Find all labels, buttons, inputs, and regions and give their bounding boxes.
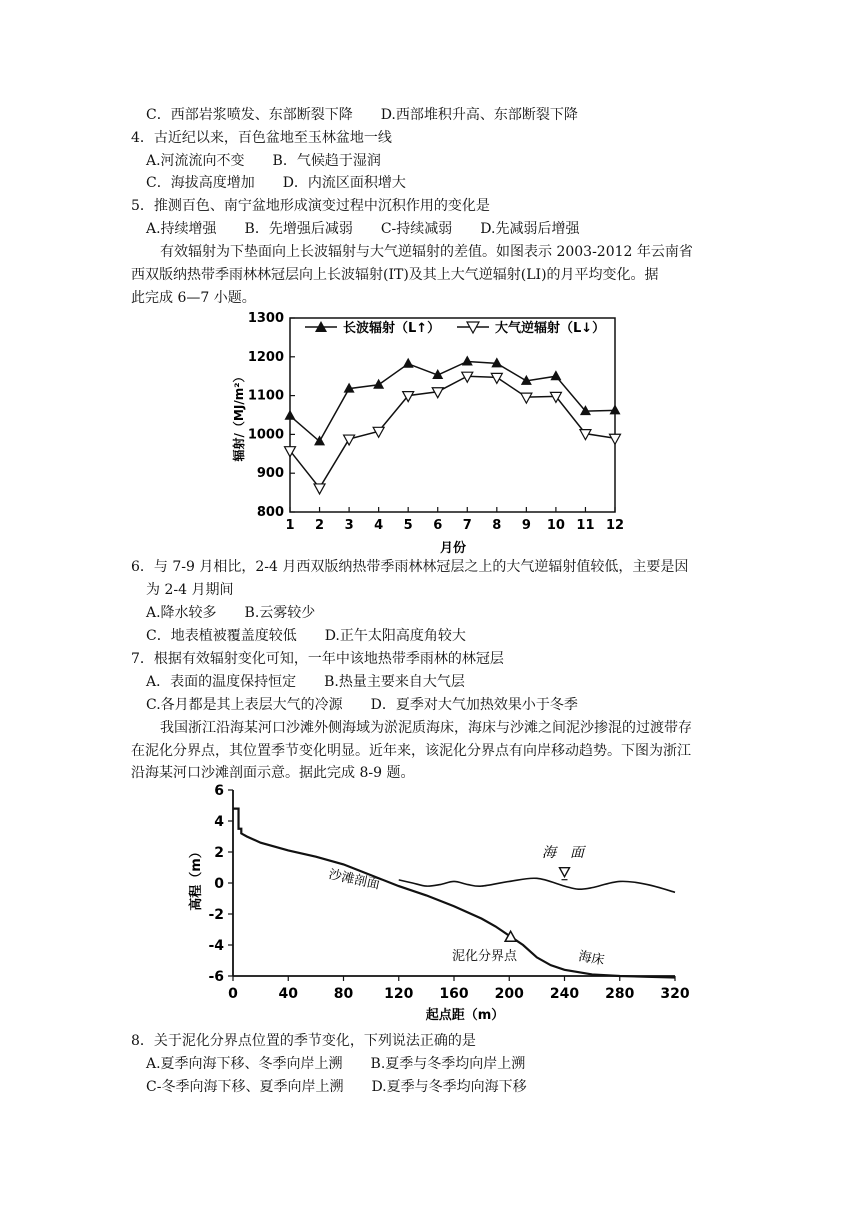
sea-surface-label: 海 面 [542, 845, 584, 861]
chart1-y-tick-label: 800 [256, 505, 284, 520]
chart1-x-tick-label: 1 [285, 518, 295, 533]
q6-options-ab: A.降水较多 B.云雾较少 [146, 605, 316, 621]
q7-stem: 7．根据有效辐射变化可知，一年中该地热带季雨林的林冠层 [131, 651, 504, 667]
chart2-x-tick-label: 240 [549, 986, 580, 1002]
chart1-x-tick-label: 2 [315, 518, 325, 533]
chart1-x-tick-label: 10 [546, 518, 565, 533]
chart1-x-tick-label: 8 [492, 518, 502, 533]
counter-radiation-point [491, 373, 502, 383]
legend-longwave: 长波辐射（L↑） [343, 321, 441, 336]
chart1-x-tick-label: 6 [433, 518, 443, 533]
q5-options: A.持续增强 B．先增强后减弱 C-持续减弱 D.先减弱后增强 [146, 221, 580, 237]
q4-options-ab: A.河流流向不变 B．气候趋于湿润 [146, 153, 381, 169]
longwave-point [285, 410, 296, 420]
q4-stem: 4．古近纪以来，百色盆地至玉林盆地一线 [131, 130, 392, 146]
chart1-x-tick-label: 4 [374, 518, 384, 533]
q6-stem: 6．与 7-9 月相比，2-4 月西双版纳热带季雨林林冠层之上的大气逆辐射值较低，主要是因 [131, 559, 689, 575]
longwave-point [462, 355, 473, 365]
chart2-x-tick-label: 320 [660, 986, 690, 1002]
longwave-point [610, 404, 621, 414]
chart2-x-tick-label: 40 [278, 986, 298, 1002]
chart1-x-axis-label: 月份 [439, 541, 467, 556]
longwave-point [403, 358, 414, 368]
passage-estuary-2: 在泥化分界点，其位置季节变化明显。近年来，该泥化分界点有向岸移动趋势。下图为浙江 [131, 743, 691, 759]
chart1-y-axis-label: 辐射/（MJ/m²） [232, 370, 246, 462]
chart2-y-tick-label: 4 [214, 814, 224, 830]
seabed-label: 海床 [577, 949, 606, 969]
chart2-y-tick-label: -2 [208, 907, 224, 923]
chart2-y-tick-label: 6 [214, 783, 224, 799]
chart1-plot-frame [290, 318, 615, 512]
chart2-x-tick-label: 0 [228, 986, 238, 1002]
counter-radiation-point [344, 435, 355, 445]
q3-options-cd: C．西部岩浆喷发、东部断裂下降 D.西部堆积升高、东部断裂下降 [146, 107, 578, 123]
chart2-y-tick-label: 2 [214, 845, 224, 861]
passage-radiation-1: 有效辐射为下垫面向上长波辐射与大气逆辐射的差值。如图表示 2003-2012 年云南省 [160, 244, 693, 260]
q6-options-cd: C．地表植被覆盖度较低 D.正午太阳高度角较大 [146, 628, 466, 644]
chart1-y-tick-label: 1200 [247, 349, 284, 365]
chart2-x-tick-label: 160 [439, 986, 469, 1002]
q7-options-cd: C.各月都是其上表层大气的冷源 D．夏季对大气加热效果小于冬季 [146, 697, 578, 713]
chart1-legend [305, 320, 605, 336]
chart2-y-tick-label: -6 [208, 969, 224, 985]
counter-radiation-point [462, 372, 473, 382]
sea-surface-line [399, 878, 675, 892]
chart2-y-axis-label: 高程（m） [189, 845, 204, 911]
chart1-x-tick-label: 11 [576, 518, 595, 533]
q8-options-ab: A.夏季向海下移、冬季向岸上溯 B.夏季与冬季均向岸上溯 [146, 1056, 526, 1072]
chart2-x-tick-label: 80 [333, 986, 354, 1002]
q5-stem: 5．推测百色、南宁盆地形成演变过程中沉积作用的变化是 [131, 198, 490, 214]
q8-options-cd: C-冬季向海下移、夏季向岸上溯 D.夏季与冬季均向海下移 [146, 1079, 527, 1095]
chart2-x-tick-label: 280 [605, 986, 635, 1002]
chart2-y-tick-label: 0 [214, 876, 224, 892]
counter-radiation-point [521, 393, 532, 403]
counter-radiation-point [610, 434, 621, 444]
chart1-x-tick-label: 3 [344, 518, 354, 533]
chart2-x-tick-label: 200 [494, 986, 524, 1002]
q7-options-ab: A．表面的温度保持恒定 B.热量主要来自大气层 [146, 674, 465, 690]
q8-stem: 8．关于泥化分界点位置的季节变化，下列说法正确的是 [131, 1033, 476, 1049]
sea-level-marker-icon [560, 868, 570, 877]
boundary-point-label: 泥化分界点 [452, 949, 518, 964]
chart1-x-tick-label: 9 [521, 518, 531, 533]
chart2-x-axis-label: 起点距（m） [425, 1008, 505, 1023]
longwave-series-line [290, 361, 615, 441]
passage-radiation-2: 西双版纳热带季雨林林冠层向上长波辐射(IT)及其上大气逆辐射(LI)的月平均变化。据 [131, 267, 659, 283]
longwave-point [550, 370, 561, 380]
passage-estuary-1: 我国浙江沿海某河口沙滩外侧海域为淤泥质海床，海床与沙滩之间泥沙掺混的过渡带存 [160, 720, 692, 736]
longwave-point [314, 435, 325, 445]
chart1-x-tick-label: 5 [403, 518, 413, 533]
chart1-y-tick-label: 900 [256, 466, 284, 482]
q6-stem-cont: 为 2-4 月期间 [146, 582, 234, 598]
beach-profile-chart [180, 778, 700, 1026]
legend-counter-radiation: 大气逆辐射（L↓） [495, 321, 606, 336]
counter-radiation-series-line [290, 376, 615, 488]
longwave-point [373, 379, 384, 389]
chart2-y-tick-label: -4 [208, 938, 224, 954]
passage-estuary-3: 沿海某河口沙滩剖面示意。据此完成 8-9 题。 [131, 765, 415, 781]
chart1-y-tick-label: 1000 [247, 427, 284, 443]
chart2-x-tick-label: 120 [384, 986, 414, 1002]
radiation-line-chart [225, 306, 645, 556]
beach-profile-label: 沙滩剖面 [327, 867, 382, 893]
chart1-y-tick-label: 1300 [247, 311, 284, 326]
chart1-x-tick-label: 7 [462, 518, 472, 533]
passage-radiation-3: 此完成 6—7 小题。 [131, 290, 256, 306]
counter-radiation-point [314, 484, 325, 494]
chart1-x-tick-label: 12 [605, 518, 625, 533]
chart1-y-tick-label: 1100 [247, 388, 284, 404]
q4-options-cd: C．海拔高度增加 D．内流区面积增大 [146, 175, 406, 191]
